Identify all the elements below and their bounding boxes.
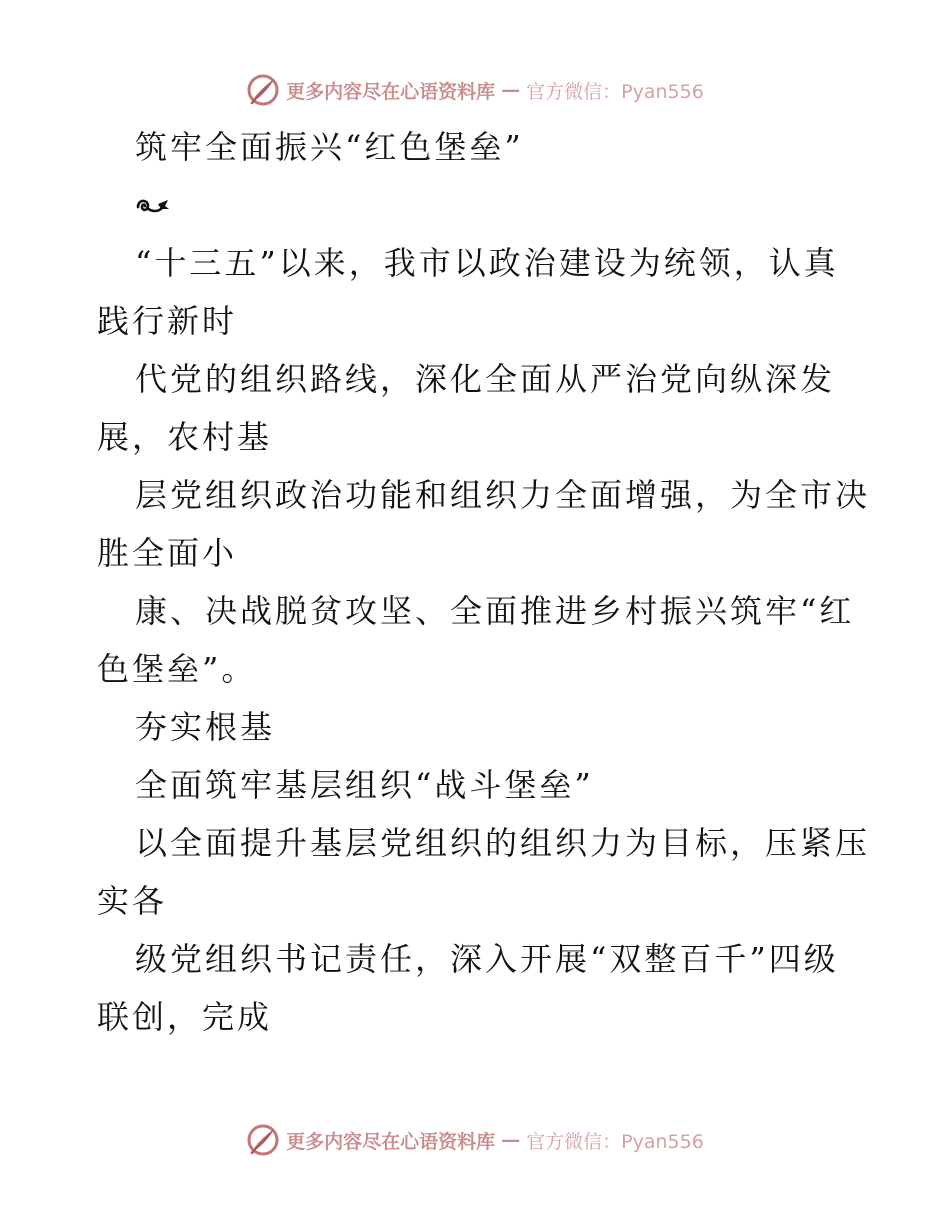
- doc-line: 实各: [97, 882, 168, 920]
- ornament-line: [97, 176, 857, 234]
- fleuron-icon: [135, 193, 171, 217]
- doc-line: 层党组织政治功能和组织力全面增强，为全市决: [135, 476, 871, 514]
- doc-line: 康、决战脱贫攻坚、全面推进乡村振兴筑牢“红: [135, 592, 855, 630]
- header-watermark: [0, 70, 950, 110]
- doc-line: 全面筑牢基层组织“战斗堡垒”: [135, 766, 594, 804]
- doc-line: 展，农村基: [97, 418, 273, 456]
- watermark-brand: 更多内容尽在心语资料库: [286, 1130, 496, 1153]
- document-body: [97, 118, 871, 1046]
- watermark-brand: 更多内容尽在心语资料库: [286, 80, 496, 103]
- doc-line: 级党组织书记责任，深入开展“双整百千”四级: [135, 940, 839, 978]
- doc-line: 践行新时: [97, 302, 238, 340]
- doc-line: 代党的组织路线，深化全面从严治党向纵深发: [135, 360, 836, 398]
- watermark-separator: —: [501, 79, 521, 101]
- quill-logo-icon: [246, 1123, 280, 1157]
- doc-line: 以全面提升基层党组织的组织力为目标，压紧压: [135, 824, 871, 862]
- watermark-wechat: 官方微信：Pyan556: [526, 80, 704, 103]
- doc-line: 夯实根基: [135, 708, 276, 746]
- doc-line: 联创，完成: [97, 998, 273, 1036]
- doc-line: 筑牢全面振兴“红色堡垒”: [135, 128, 524, 166]
- doc-line: 胜全面小: [97, 534, 238, 572]
- watermark-wechat: 官方微信：Pyan556: [526, 1130, 704, 1153]
- doc-line: “十三五”以来，我市以政治建设为统领，认真: [135, 244, 839, 282]
- watermark-separator: —: [501, 1129, 521, 1151]
- quill-logo-icon: [246, 73, 280, 107]
- doc-line: 色堡垒”。: [97, 650, 257, 688]
- footer-watermark: [0, 1120, 950, 1160]
